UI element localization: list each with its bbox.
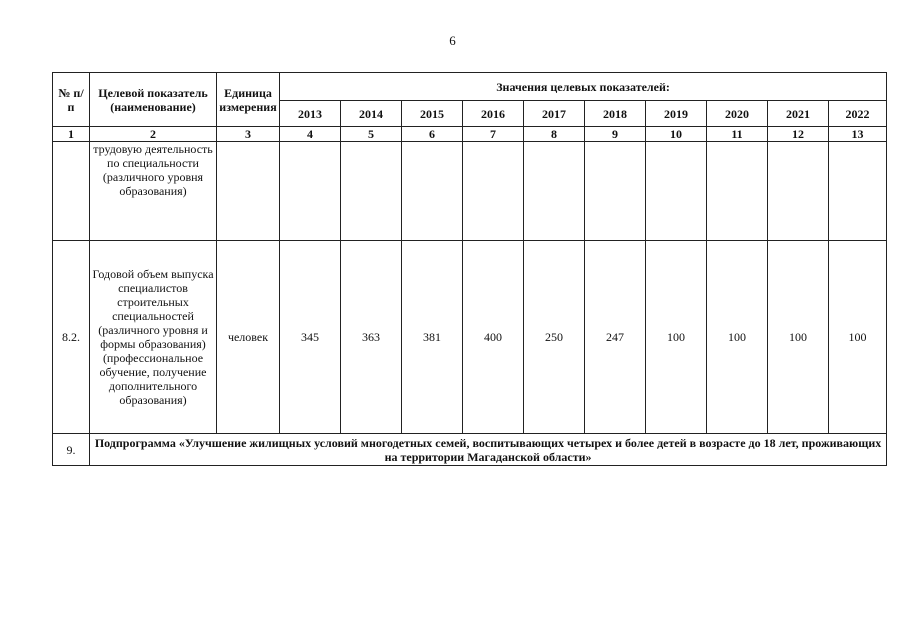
continuation-row — [53, 142, 887, 241]
index-cell: 2 — [90, 127, 217, 142]
value-cell: 100 — [768, 241, 829, 434]
header-unit: Единица измерения — [217, 73, 280, 127]
value-cell: 363 — [341, 241, 402, 434]
cont-indicator-cell: трудовую деятельность по специальности (различного уровня образования) — [90, 142, 217, 241]
year-cell: 2021 — [768, 101, 829, 127]
year-cell: 2014 — [341, 101, 402, 127]
index-cell: 6 — [402, 127, 463, 142]
value-cell: 250 — [524, 241, 585, 434]
index-cell: 5 — [341, 127, 402, 142]
row-9 — [53, 434, 887, 466]
index-cell: 3 — [217, 127, 280, 142]
value-cell: 400 — [463, 241, 524, 434]
header-num: № п/п — [53, 73, 90, 127]
index-cell: 10 — [646, 127, 707, 142]
index-cell: 13 — [829, 127, 887, 142]
index-cell: 1 — [53, 127, 90, 142]
column-index-row — [53, 127, 887, 142]
indicator-name: Годовой объем выпуска специалистов строительных специальностей (различного уровня и формы образования) (профессиональное обучение, получение дополнительного образования) — [90, 241, 217, 434]
row-number: 9. — [53, 434, 90, 466]
index-cell: 9 — [585, 127, 646, 142]
year-cell: 2016 — [463, 101, 524, 127]
subprogram-title: Подпрограмма «Улучшение жилищных условий многодетных семей, воспитывающих четырех и более детей в возрасте до 18 лет, проживающих на территории Магаданской области» — [90, 434, 887, 466]
year-cell: 2013 — [280, 101, 341, 127]
header-indicator: Целевой показатель (наименование) — [90, 73, 217, 127]
year-cell: 2020 — [707, 101, 768, 127]
index-cell: 4 — [280, 127, 341, 142]
index-cell: 12 — [768, 127, 829, 142]
year-cell: 2017 — [524, 101, 585, 127]
row-number: 8.2. — [53, 241, 90, 434]
row-8-2 — [53, 241, 887, 434]
header-values: Значения целевых показателей: — [280, 73, 887, 101]
value-cell: 381 — [402, 241, 463, 434]
year-cell: 2019 — [646, 101, 707, 127]
value-cell: 247 — [585, 241, 646, 434]
unit-cell: человек — [217, 241, 280, 434]
target-indicators-table — [52, 72, 887, 466]
index-cell: 7 — [463, 127, 524, 142]
value-cell: 345 — [280, 241, 341, 434]
value-cell: 100 — [829, 241, 887, 434]
index-cell: 11 — [707, 127, 768, 142]
year-cell: 2022 — [829, 101, 887, 127]
value-cell: 100 — [707, 241, 768, 434]
header-row-top — [53, 73, 887, 101]
year-cell: 2018 — [585, 101, 646, 127]
cont-num-cell — [53, 142, 90, 241]
value-cell: 100 — [646, 241, 707, 434]
year-cell: 2015 — [402, 101, 463, 127]
index-cell: 8 — [524, 127, 585, 142]
page-number: 6 — [449, 33, 456, 48]
